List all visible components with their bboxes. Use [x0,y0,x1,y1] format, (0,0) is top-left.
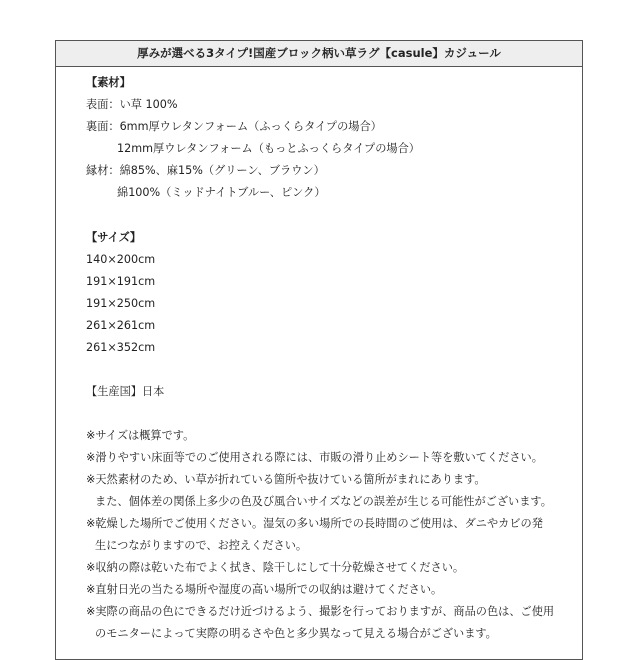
note-3a: ※天然素材のため、い草が折れている箇所や抜けている箇所がまれにあります。 [86,473,486,486]
material-edge-1: 縁材：綿85%、麻15%（グリーン、ブラウン） [86,164,325,177]
note-7b: のモニターによって実際の明るさや色と多少異なって見える場合がございます。 [95,627,497,640]
product-title: 厚みが選べる3タイプ!国産ブロック柄い草ラグ【casule】カジュール [56,41,582,67]
note-4b: 生につながりますので、お控えください。 [95,539,308,552]
note-3b: また、個体差の関係上多少の色及び風合いサイズなどの誤差が生じる可能性がございます。 [95,495,552,508]
note-5: ※収納の際は乾いた布でよく拭き、陰干しにして十分乾燥させてください。 [86,561,465,574]
material-heading: 【素材】 [86,76,131,89]
size-item: 261×352cm [86,341,156,354]
note-6: ※直射日光の当たる場所や湿度の高い場所での収納は避けてください。 [86,583,443,596]
origin-text: 【生産国】日本 [86,385,165,398]
size-heading: 【サイズ】 [86,231,142,244]
note-2: ※滑りやすい床面等でのご使用される際には、市販の滑り止めシート等を敷いてください。 [86,451,543,464]
material-back-6mm: 裏面：6mm厚ウレタンフォーム（ふっくらタイプの場合） [86,120,382,133]
material-back-12mm: 12mm厚ウレタンフォーム（もっとふっくらタイプの場合） [117,142,420,155]
size-item: 191×250cm [86,297,156,310]
note-7a: ※実際の商品の色にできるだけ近づけるよう、撮影を行っておりますが、商品の色は、ご使用 [86,605,555,618]
note-4a: ※乾燥した場所でご使用ください。湿気の多い場所での長時間のご使用は、ダニやカビの発 [86,517,543,530]
size-item: 140×200cm [86,253,156,266]
product-spec-panel [55,40,583,660]
size-item: 191×191cm [86,275,156,288]
note-1: ※サイズは概算です。 [86,429,195,442]
material-edge-2: 綿100%（ミッドナイトブルー、ピンク） [117,186,326,199]
size-item: 261×261cm [86,319,156,332]
material-surface: 表面：い草 100% [86,98,178,111]
